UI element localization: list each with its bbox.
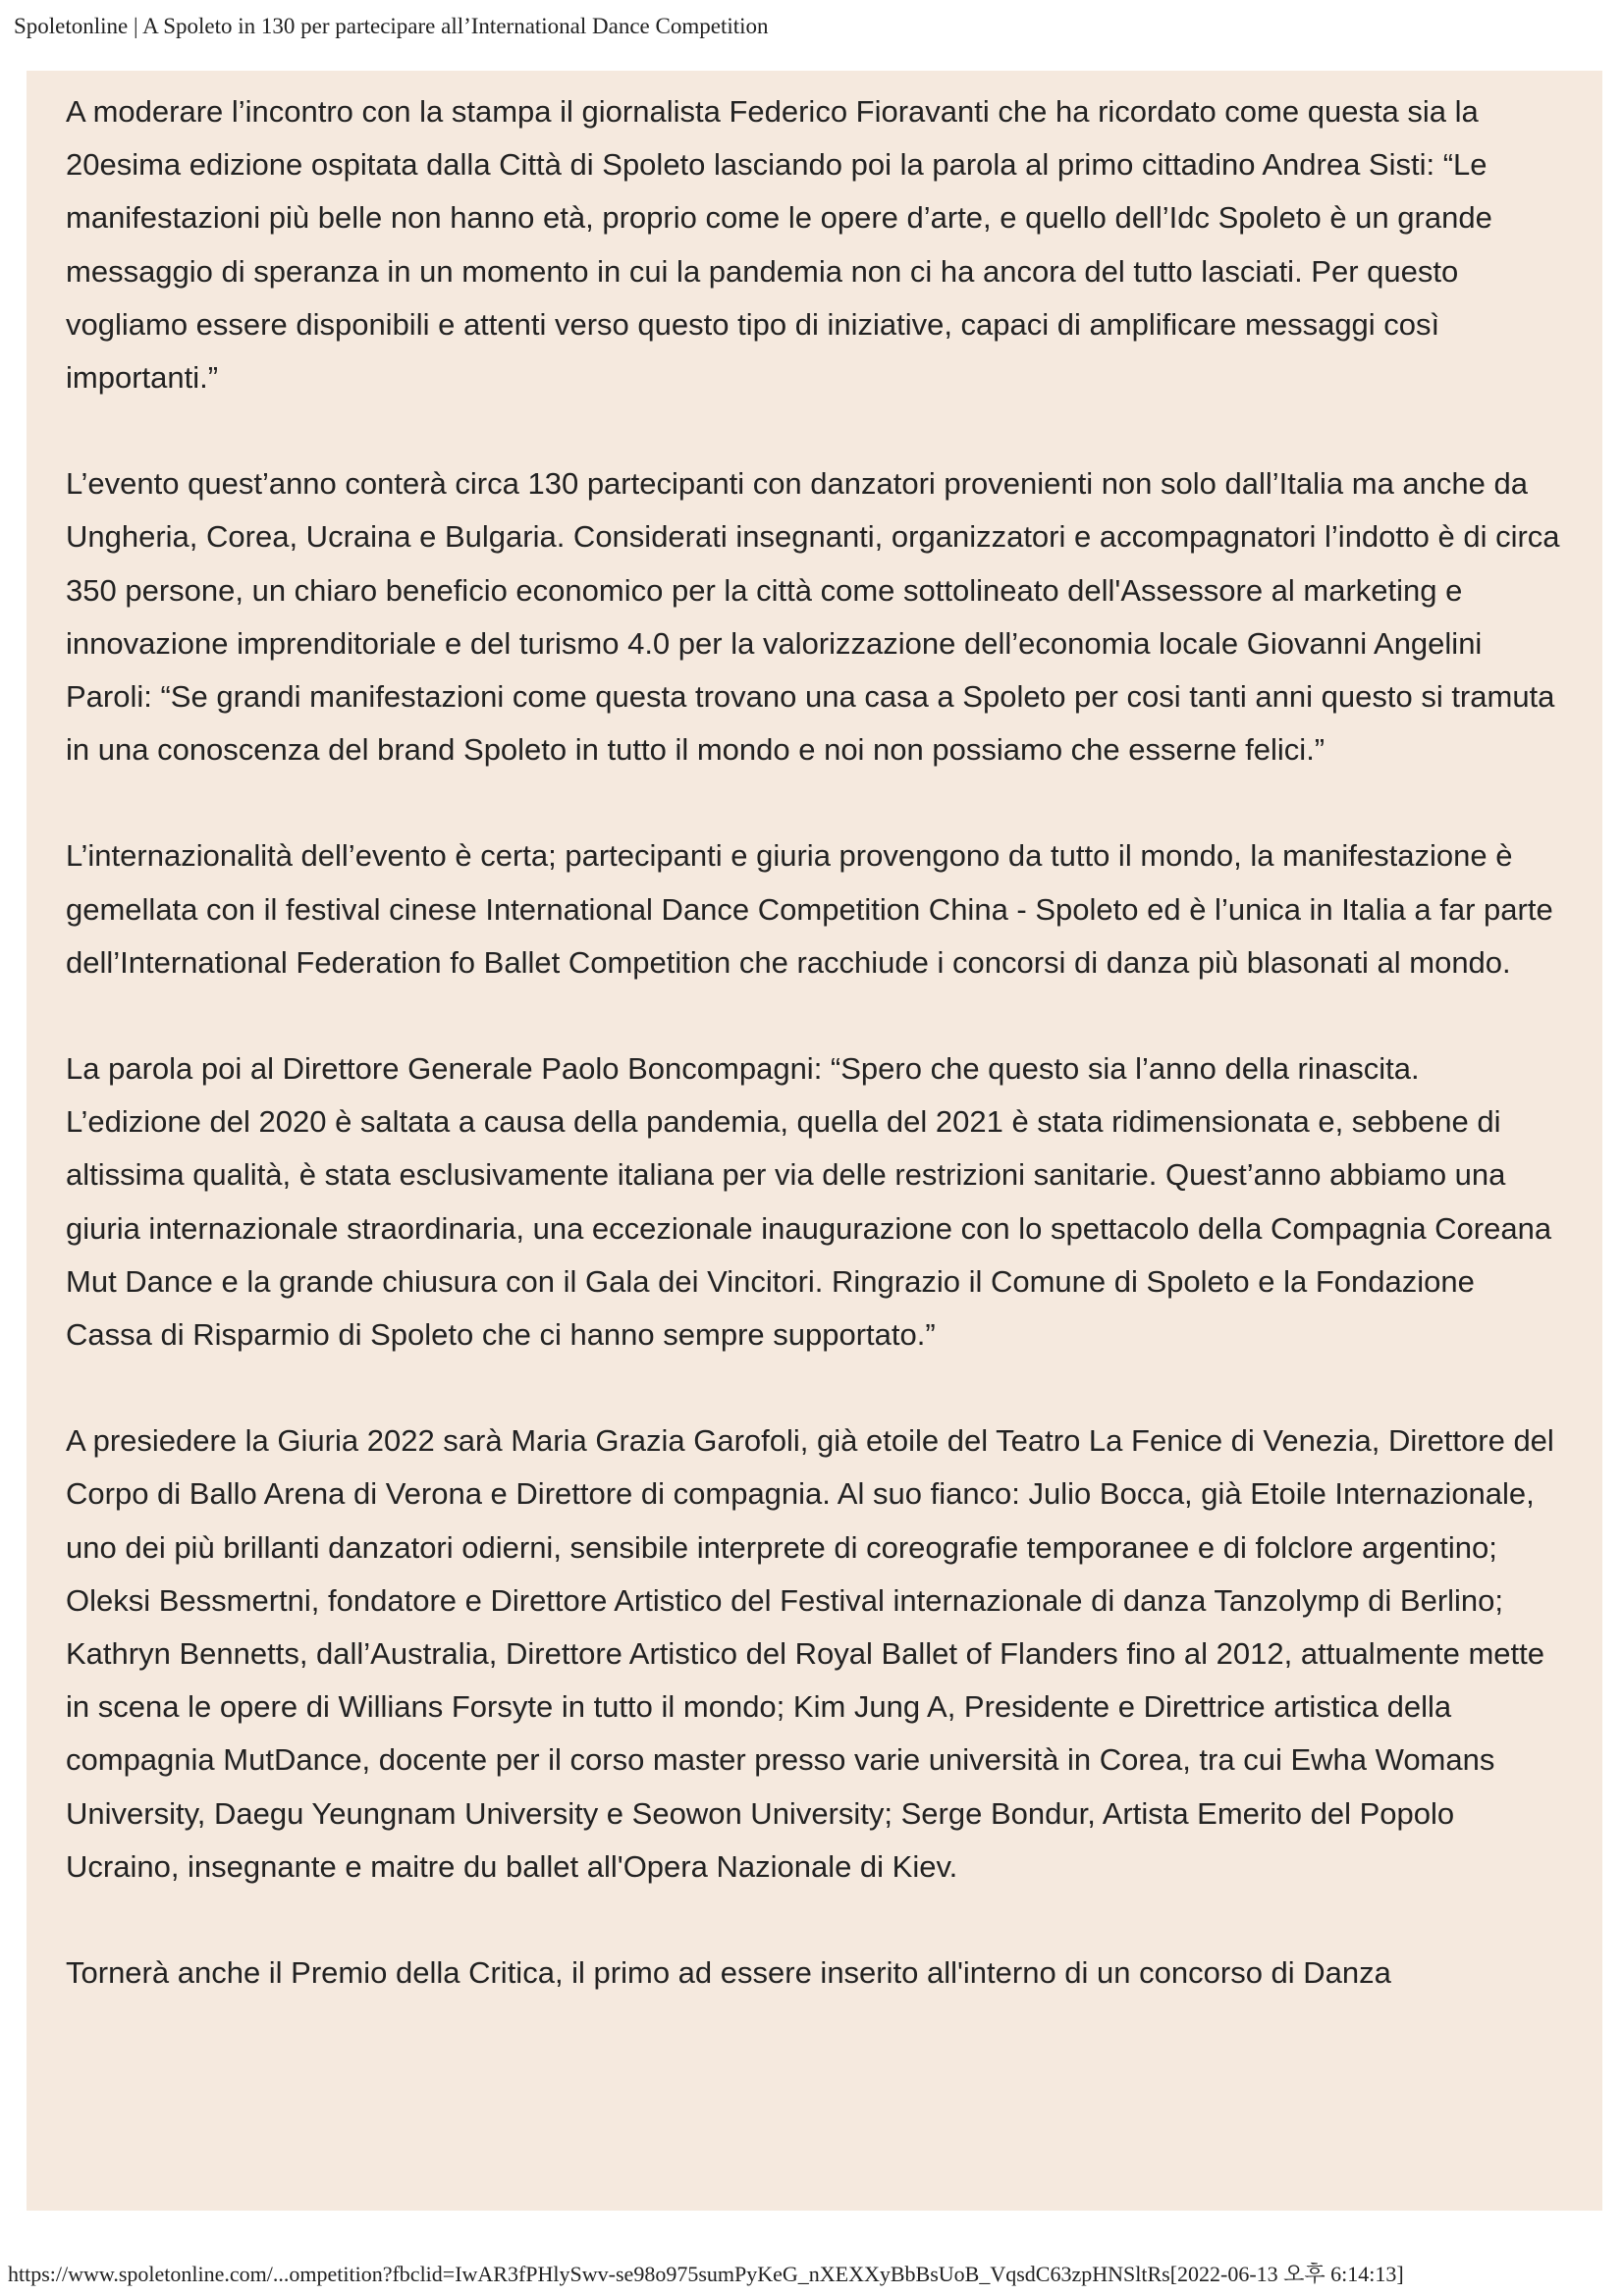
article-paragraph-2: L’evento quest’anno conterà circa 130 partecipanti con danzatori provenienti non solo dall’Italia ma anche da Ungheria, Corea, Ucraina e Bulgaria. Considerati insegnanti, organizzatori e accompagnatori l’indotto è di circa 350 persone, un chiaro beneficio economico per la città come sottolineato dell'Assessore al marketing e innovazione imprenditoriale e del turismo 4.0 per la valorizzazione dell’economia locale Giovanni Angelini Paroli: “Se grandi manifestazioni come questa trovano una casa a Spoleto per cosi tanti anni questo si tramuta in una conoscenza del brand Spoleto in tutto il mondo e noi non possiamo che esserne felici.” (66, 466, 1560, 768)
page-footer-url: https://www.spoletonline.com/...ompetition?fbclid=IwAR3fPHlySwv-se98o975sumPyKeG_nXEXXyBbBsUoB_VqsdC63zpHNSltRs[2022-06-13 오후 6:14:13] (8, 2262, 1404, 2286)
article-paragraph-4: La parola poi al Direttore Generale Paolo Boncompagni: “Spero che questo sia l’anno della rinascita. L’edizione del 2020 è saltata a causa della pandemia, quella del 2021 è stata ridimensionata e, sebbene di altissima qualità, è stata esclusivamente italiana per via delle restrizioni sanitarie. Quest’anno abbiamo una giuria internazionale straordinaria, una eccezionale inaugurazione con lo spettacolo della Compagnia Coreana Mut Dance e la grande chiusura con il Gala dei Vincitori. Ringrazio il Comune di Spoleto e la Fondazione Cassa di Risparmio di Spoleto che ci hanno sempre supportato.” (66, 1051, 1552, 1353)
page-header-title: Spoletonline | A Spoleto in 130 per partecipare all’International Dance Competition (14, 14, 769, 38)
article-paragraph-1: A moderare l’incontro con la stampa il giornalista Federico Fioravanti che ha ricordato come questa sia la 20esima edizione ospitata dalla Città di Spoleto lasciando poi la parola al primo cittadino Andrea Sisti: “Le manifestazioni più belle non hanno età, proprio come le opere d’arte, e quello dell’Idc Spoleto è un grande messaggio di speranza in un momento in cui la pandemia non ci ha ancora del tutto lasciati. Per questo vogliamo essere disponibili e attenti verso questo tipo di iniziative, capaci di amplificare messaggi così importanti.” (66, 94, 1492, 396)
article-paragraph-3: L’internazionalità dell’evento è certa; partecipanti e giuria provengono da tutto il mondo, la manifestazione è gemellata con il festival cinese International Dance Competition China - Spoleto ed è l’unica in Italia a far parte dell’International Federation fo Ballet Competition che racchiude i concorsi di danza più blasonati al mondo. (66, 838, 1553, 980)
article-paragraph-6: Tornerà anche il Premio della Critica, il primo ad essere inserito all'interno di un concorso di Danza (66, 1955, 1391, 1991)
article-paragraph-5: A presiedere la Giuria 2022 sarà Maria Grazia Garofoli, già etoile del Teatro La Fenice di Venezia, Direttore del Corpo di Ballo Arena di Verona e Direttore di compagnia. Al suo fianco: Julio Bocca, già Etoile Internazionale, uno dei più brillanti danzatori odierni, sensibile interprete di coreografie temporanee e di folclore argentino; Oleksi Bessmertni, fondatore e Direttore Artistico del Festival internazionale di danza Tanzolymp di Berlino; Kathryn Bennetts, dall’Australia, Direttore Artistico del Royal Ballet of Flanders fino al 2012, attualmente mette in scena le opere di Willians Forsyte in tutto il mondo; Kim Jung A, Presidente e Direttrice artistica della compagnia MutDance, docente per il corso master presso varie università in Corea, tra cui Ewha Womans University, Daegu Yeungnam University e Seowon University; Serge Bondur, Artista Emerito del Popolo Ucraino, insegnante e maitre du ballet all'Opera Nazionale di Kiev. (66, 1423, 1554, 1884)
article-content (27, 71, 1602, 2211)
